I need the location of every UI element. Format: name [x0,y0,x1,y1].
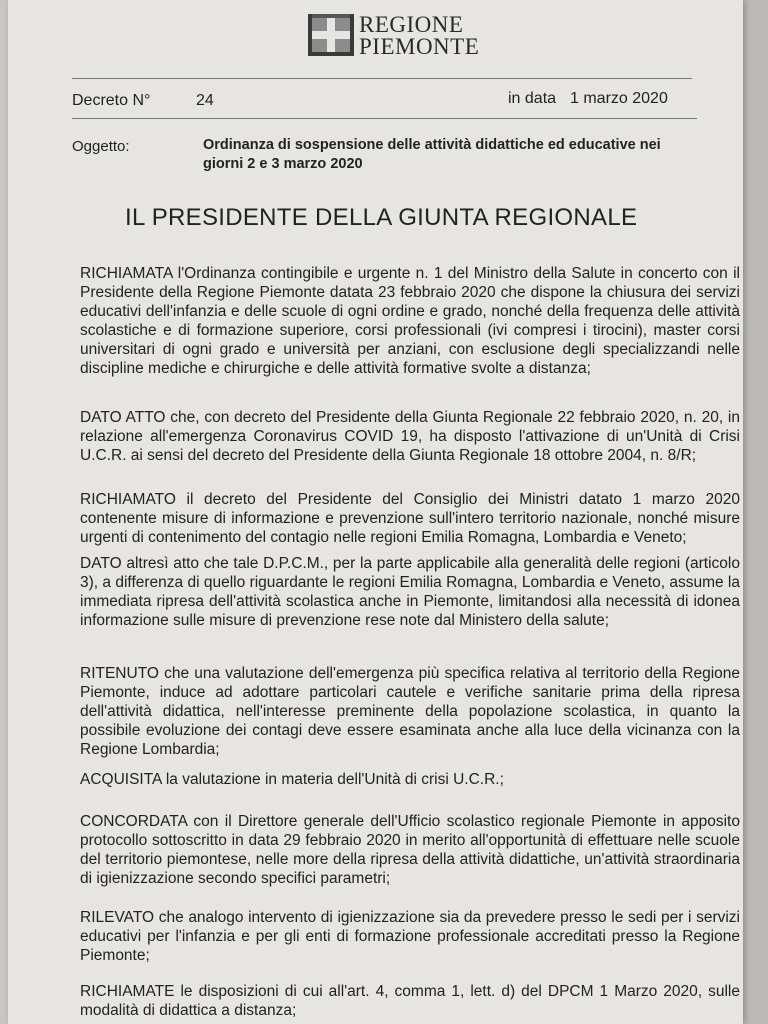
paragraph-text: le disposizioni di cui all'art. 4, comma 1, lett. d) del DPCM 1 Marzo 2020, sulle modalità di didattica a distanza; [80,983,740,1019]
paragraph-richiamata [80,264,740,378]
regione-piemonte-logo [308,14,479,58]
paragraph-keyword: RILEVATO [80,909,155,926]
paragraph-text: che analogo intervento di igienizzazione sia da prevedere presso le sedi per i servizi educativi per l'infanzia e per gli enti di formazione professionale accreditati presso la Regione Piemonte; [80,909,740,964]
paragraph-text: che, con decreto del Presidente della Giunta Regionale 22 febbraio 2020, n. 20, in relazione all'emergenza Coronavirus COVID 19, ha disposto l'attivazione di un'Unità di Crisi U.C.R. ai sensi del decreto del Presidente della Giunta Regionale 18 ottobre 2004, n. 8/R; [80,409,740,464]
paragraph-keyword: DATO ATTO [80,409,166,426]
paragraph-text: altresì atto che tale D.P.C.M., per la parte applicabile alla generalità delle regioni (articolo 3), a differenza di quello riguardante le regioni Emilia Romagna, Lombardia e Veneto, assume la immediata ripresa dell'attività scolastica anche in Piemonte, limitandosi alla necessità di idonea informazione sulle misure di prevenzione rese note dal Ministero della salute; [80,555,740,629]
date-value: 1 marzo 2020 [570,90,668,107]
paragraph-text: che una valutazione dell'emergenza più specifica relativa al territorio della Regione Piemonte, induce ad adottare particolari cautele e verifiche sanitarie prima della ripresa dell'attività didattica, nell'interesse preminente della popolazione scolastica, in quanto la possibile evoluzione dei contagi deve essere esaminata anche alla luce della vicinanza con la Regione Lombardia; [80,665,740,758]
paragraph-text: l'Ordinanza contingibile e urgente n. 1 del Ministro della Salute in concerto con il Presidente della Regione Piemonte datata 23 febbraio 2020 che dispone la chiusura dei servizi educativi dell'infanzia e delle scuole di ogni ordine e grado, nonché della frequenza delle attività scolastiche e di formazione superiore, corsi professionali (ivi compresi i tirocini), master corsi universitari di ogni grado e università per anziani, con esclusione degli specializzandi nelle discipline mediche e chirurgiche e delle attività formative svolte a distanza; [80,265,740,377]
paragraph-dato-altresi [80,554,740,630]
decree-label: Decreto N° [72,92,151,109]
page-title: IL PRESIDENTE DELLA GIUNTA REGIONALE [125,204,638,231]
paragraph-keyword: ACQUISITA [80,771,162,788]
paragraph-keyword: RICHIAMATE [80,983,175,1000]
header-rule-bottom [72,118,697,119]
subject-label: Oggetto: [72,138,130,155]
paragraph-acquisita [80,770,740,789]
paragraph-concordata [80,812,740,888]
paragraph-keyword: RITENUTO [80,665,159,682]
page-edge [743,0,768,1024]
decree-number: 24 [196,92,214,109]
date-label: in data [508,90,557,107]
paragraph-richiamato [80,490,740,547]
paragraph-keyword: CONCORDATA [80,813,188,830]
paragraph-keyword: DATO [80,555,122,572]
paragraph-keyword: RICHIAMATA [80,265,173,282]
coat-of-arms-icon [308,14,354,56]
subject-text: Ordinanza di sospensione delle attività didattiche ed educative nei giorni 2 e 3 marzo 2020 [203,137,661,172]
logo-line-2: PIEMONTE [359,34,480,59]
paragraph-text: il decreto del Presidente del Consiglio dei Ministri datato 1 marzo 2020 contenente misure di informazione e prevenzione sull'intero territorio nazionale, nonché misure urgenti di contenimento del contagio nelle regioni Emilia Romagna, Lombardia e Veneto; [80,491,740,546]
paragraph-richiamate [80,982,740,1020]
document-page [8,0,743,1024]
paragraph-text: con il Direttore generale dell'Ufficio scolastico regionale Piemonte in apposito protocollo sottoscritto in data 29 febbraio 2020 in merito all'opportunità di effettuare nelle scuole del territorio piemontese, nelle more della ripresa della attività didattiche, un'attività straordinaria di igienizzazione secondo specifici parametri; [80,813,740,887]
paragraph-text: la valutazione in materia dell'Unità di crisi U.C.R.; [161,771,504,788]
paragraph-ritenuto [80,664,740,759]
paragraph-dato-atto [80,408,740,465]
logo-line-1: REGIONE [359,12,464,37]
header-rule-top [72,78,692,79]
paragraph-rilevato [80,908,740,965]
paragraph-keyword: RICHIAMATO [80,491,176,508]
